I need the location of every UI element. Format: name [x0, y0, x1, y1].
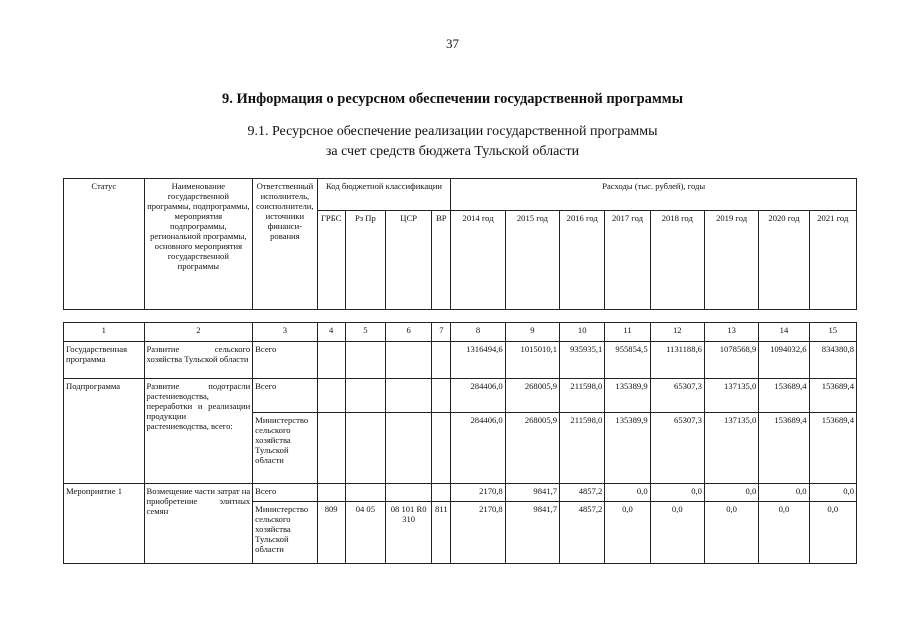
row-vr — [432, 342, 451, 379]
row-vr: 811 — [432, 502, 451, 564]
row-value: 4857,2 — [560, 484, 605, 502]
row-value: 0,0 — [605, 502, 650, 564]
row-value: 0,0 — [809, 484, 856, 502]
column-number: 10 — [560, 323, 605, 342]
row-executor: Всего — [253, 342, 317, 379]
header-year: 2017 год — [605, 211, 650, 310]
row-value: 0,0 — [704, 484, 758, 502]
header-year: 2019 год — [704, 211, 758, 310]
column-number: 12 — [650, 323, 704, 342]
row-csr — [385, 379, 431, 413]
row-status: Подпрограмма — [64, 379, 145, 484]
table-row — [64, 484, 857, 502]
row-value: 153689,4 — [759, 379, 809, 413]
page-number: 37 — [446, 36, 459, 51]
row-rzpr — [345, 342, 385, 379]
subheading-line-2: за счет средств бюджета Тульской области — [325, 144, 580, 159]
row-value: 4857,2 — [560, 502, 605, 564]
row-csr — [385, 413, 431, 484]
column-number: 3 — [253, 323, 317, 342]
header-year: 2015 год — [505, 211, 559, 310]
row-value: 268005,9 — [505, 413, 559, 484]
row-value: 0,0 — [605, 484, 650, 502]
row-name: Развитие сельского хозяйства Тульской области — [144, 342, 253, 379]
row-value: 1078568,9 — [704, 342, 758, 379]
row-rzpr — [345, 484, 385, 502]
header-vr: ВР — [432, 211, 451, 310]
header-year: 2018 год — [650, 211, 704, 310]
header-expenses: Расходы (тыс. рублей), годы — [451, 179, 857, 211]
row-value: 1131188,6 — [650, 342, 704, 379]
subsection-heading — [0, 122, 905, 162]
row-rzpr — [345, 379, 385, 413]
column-number: 9 — [505, 323, 559, 342]
column-number: 6 — [385, 323, 431, 342]
subheading-line-1: 9.1. Ресурсное обеспечение реализации государственной программы — [247, 124, 658, 139]
header-year: 2020 год — [759, 211, 809, 310]
row-value: 65307,3 — [650, 413, 704, 484]
row-grbs — [317, 342, 345, 379]
row-value: 935935,1 — [560, 342, 605, 379]
resource-table — [63, 178, 857, 564]
row-vr — [432, 413, 451, 484]
column-number: 5 — [345, 323, 385, 342]
row-csr — [385, 484, 431, 502]
row-name: Развитие подотрасли растениеводства, переработки и реализации продукции растениеводства, всего: — [144, 379, 253, 484]
row-value: 834380,8 — [809, 342, 856, 379]
column-number: 14 — [759, 323, 809, 342]
column-number: 1 — [64, 323, 145, 342]
column-number-row — [64, 323, 857, 342]
row-csr: 08 101 R0 310 — [385, 502, 431, 564]
row-name: Возмещение части затрат на приобретение элитных семян — [144, 484, 253, 564]
header-executor: Ответственный исполнитель, соисполнители, источники финанси-рования — [253, 179, 317, 310]
column-number: 7 — [432, 323, 451, 342]
header-rzpr: Рз Пр — [345, 211, 385, 310]
row-value: 0,0 — [704, 502, 758, 564]
row-value: 65307,3 — [650, 379, 704, 413]
row-value: 9841,7 — [505, 484, 559, 502]
row-value: 211598,0 — [560, 379, 605, 413]
row-grbs — [317, 484, 345, 502]
row-value: 137135,0 — [704, 379, 758, 413]
section-heading: 9. Информация о ресурсном обеспечении государственной программы — [221, 91, 684, 107]
header-csr: ЦСР — [385, 211, 431, 310]
row-value: 284406,0 — [451, 413, 505, 484]
header-year: 2014 год — [451, 211, 505, 310]
row-executor: Всего — [253, 484, 317, 502]
row-grbs — [317, 413, 345, 484]
header-budget-code: Код бюджетной классификации — [317, 179, 451, 211]
row-value: 1316494,6 — [451, 342, 505, 379]
row-value: 9841,7 — [505, 502, 559, 564]
column-number: 15 — [809, 323, 856, 342]
row-value: 955854,5 — [605, 342, 650, 379]
header-year: 2021 год — [809, 211, 856, 310]
row-vr — [432, 379, 451, 413]
row-value: 284406,0 — [451, 379, 505, 413]
row-rzpr: 04 05 — [345, 502, 385, 564]
row-status: Мероприятие 1 — [64, 484, 145, 564]
header-name: Наименование государственной программы, подпрограммы, мероприятия подпрограммы, региональной программы, основного мероприятия государственной программы — [144, 179, 253, 310]
row-value: 211598,0 — [560, 413, 605, 484]
row-grbs — [317, 379, 345, 413]
row-value: 268005,9 — [505, 379, 559, 413]
row-value: 0,0 — [759, 484, 809, 502]
row-value: 2170,8 — [451, 502, 505, 564]
row-value: 153689,4 — [809, 413, 856, 484]
row-value: 0,0 — [809, 502, 856, 564]
row-value: 153689,4 — [759, 413, 809, 484]
row-value: 1015010,1 — [505, 342, 559, 379]
row-csr — [385, 342, 431, 379]
row-value: 2170,8 — [451, 484, 505, 502]
row-value: 135389,9 — [605, 379, 650, 413]
row-value: 0,0 — [759, 502, 809, 564]
row-grbs: 809 — [317, 502, 345, 564]
column-number: 11 — [605, 323, 650, 342]
table-row — [64, 342, 857, 379]
header-grbs: ГРБС — [317, 211, 345, 310]
row-value: 135389,9 — [605, 413, 650, 484]
row-executor: Министерство сельского хозяйства Тульской области — [253, 413, 317, 484]
row-executor: Всего — [253, 379, 317, 413]
row-executor: Министерство сельского хозяйства Тульской области — [253, 502, 317, 564]
row-status: Государственная программа — [64, 342, 145, 379]
spacer-row — [64, 310, 857, 323]
row-value: 137135,0 — [704, 413, 758, 484]
column-number: 2 — [144, 323, 253, 342]
row-value: 0,0 — [650, 484, 704, 502]
row-value: 0,0 — [650, 502, 704, 564]
row-rzpr — [345, 413, 385, 484]
table-row — [64, 379, 857, 413]
column-number: 8 — [451, 323, 505, 342]
header-row-1 — [64, 179, 857, 211]
row-value: 153689,4 — [809, 379, 856, 413]
row-vr — [432, 484, 451, 502]
header-status: Статус — [64, 179, 145, 310]
header-year: 2016 год — [560, 211, 605, 310]
row-value: 1094032,6 — [759, 342, 809, 379]
column-number: 13 — [704, 323, 758, 342]
column-number: 4 — [317, 323, 345, 342]
